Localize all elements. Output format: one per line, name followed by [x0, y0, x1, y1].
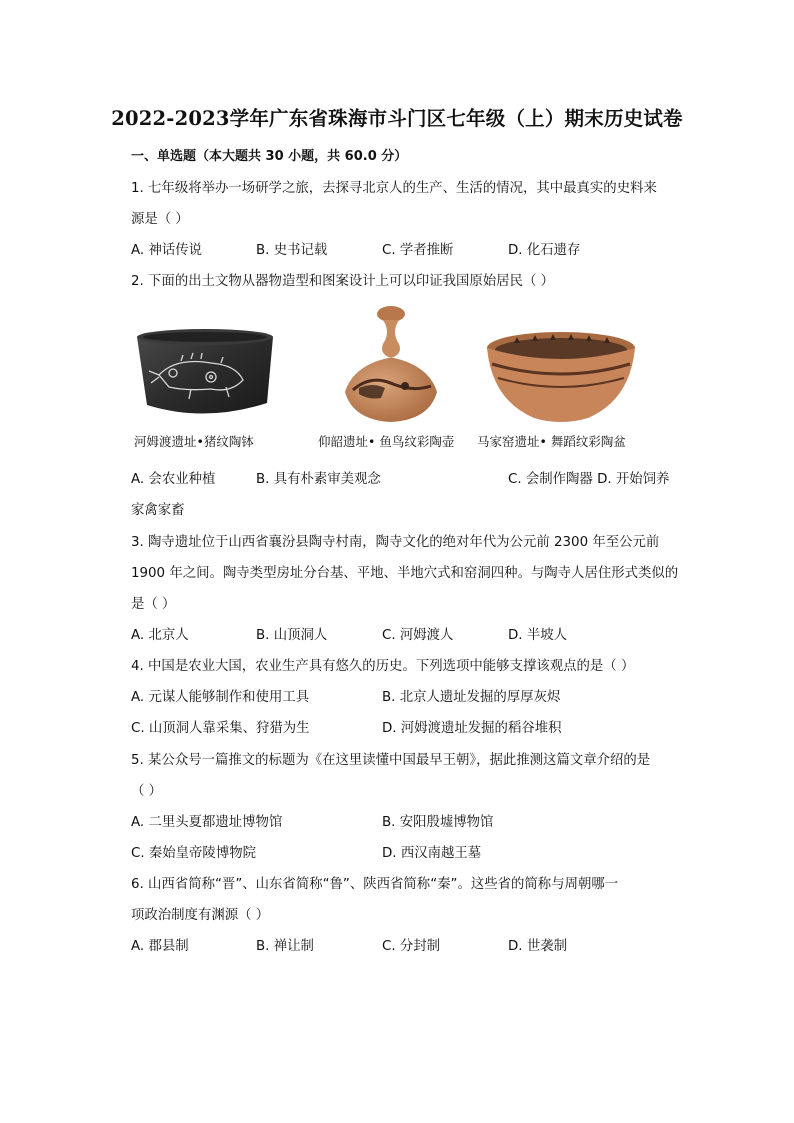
option-a: A. 北京人: [131, 628, 189, 643]
option-b: B. 北京人遗址发掘的厚厚灰烬: [382, 690, 561, 705]
option-c: C. 秦始皇帝陵博物院: [131, 846, 256, 861]
option-a: A. 元谋人能够制作和使用工具: [131, 690, 310, 705]
option-c: C. 学者推断: [382, 243, 454, 258]
question-4-line-1: 4. 中国是农业大国，农业生产具有悠久的历史。下列选项中能够支撑该观点的是（ ）: [131, 659, 635, 674]
option-d: D. 半坡人: [508, 628, 567, 643]
option-b: B. 史书记载: [256, 243, 328, 258]
question-3-line-1: 3. 陶寺遗址位于山西省襄汾县陶寺村南，陶寺文化的绝对年代为公元前 2300 年至公元前: [131, 535, 660, 550]
option-c-d: C. 会制作陶器 D. 开始饲养: [508, 472, 670, 487]
option-a: A. 郡县制: [131, 939, 189, 954]
fish-bird-pattern-pottery-pot-image: [333, 302, 448, 428]
question-6-line-2: 项政治制度有渊源（ ）: [131, 908, 270, 923]
option-a: A. 神话传说: [131, 243, 202, 258]
dancing-pattern-pottery-basin-image: [484, 330, 638, 426]
question-1-line-1: 1. 七年级将举办一场研学之旅，去探寻北京人的生产、生活的情况，其中最真实的史料来: [131, 181, 657, 196]
option-b: B. 安阳殷墟博物馆: [382, 815, 494, 830]
option-d: D. 世袭制: [508, 939, 567, 954]
option-a: A. 二里头夏都遗址博物馆: [131, 815, 283, 830]
image-caption-3: 马家窑遗址• 舞蹈纹彩陶盆: [477, 434, 626, 449]
question-6-line-1: 6. 山西省简称“晋”、山东省简称“鲁”、陕西省简称“秦”。这些省的简称与周朝哪一: [131, 877, 619, 892]
option-d: D. 化石遗存: [508, 243, 581, 258]
option-b: B. 禅让制: [256, 939, 314, 954]
option-d: D. 河姆渡遗址发掘的稻谷堆积: [382, 721, 562, 736]
pig-pattern-pottery-bowl-image: [131, 325, 279, 425]
question-5-line-1: 5. 某公众号一篇推文的标题为《在这里读懂中国最早王朝》，据此推测这篇文章介绍的是: [131, 753, 651, 768]
option-c: C. 河姆渡人: [382, 628, 454, 643]
option-a: A. 会农业种植: [131, 472, 216, 487]
question-5-line-2: （ ）: [131, 784, 163, 799]
option-b: B. 具有朴素审美观念: [256, 472, 381, 487]
image-caption-1: 河姆渡遗址•猪纹陶钵: [134, 434, 254, 449]
question-2-line-1: 2. 下面的出土文物从器物造型和图案设计上可以印证我国原始居民（ ）: [131, 274, 555, 289]
option-c: C. 山顶洞人靠采集、狩猎为生: [131, 721, 310, 736]
image-caption-2: 仰韶遗址• 鱼鸟纹彩陶壶: [318, 434, 455, 449]
exam-title: 2022-2023学年广东省珠海市斗门区七年级（上）期末历史试卷: [111, 107, 683, 130]
question-3-line-3: 是（ ）: [131, 597, 176, 612]
section-heading: 一、单选题（本大题共 30 小题，共 60.0 分）: [131, 149, 408, 164]
question-3-line-2: 1900 年之间。陶寺类型房址分台基、平地、半地穴式和窑洞四种。与陶寺人居住形式类似的: [131, 566, 679, 581]
question-2-options-continued: 家禽家畜: [131, 503, 185, 518]
option-d: D. 西汉南越王墓: [382, 846, 482, 861]
option-b: B. 山顶洞人: [256, 628, 328, 643]
option-c: C. 分封制: [382, 939, 441, 954]
question-1-line-2: 源是（ ）: [131, 212, 189, 227]
